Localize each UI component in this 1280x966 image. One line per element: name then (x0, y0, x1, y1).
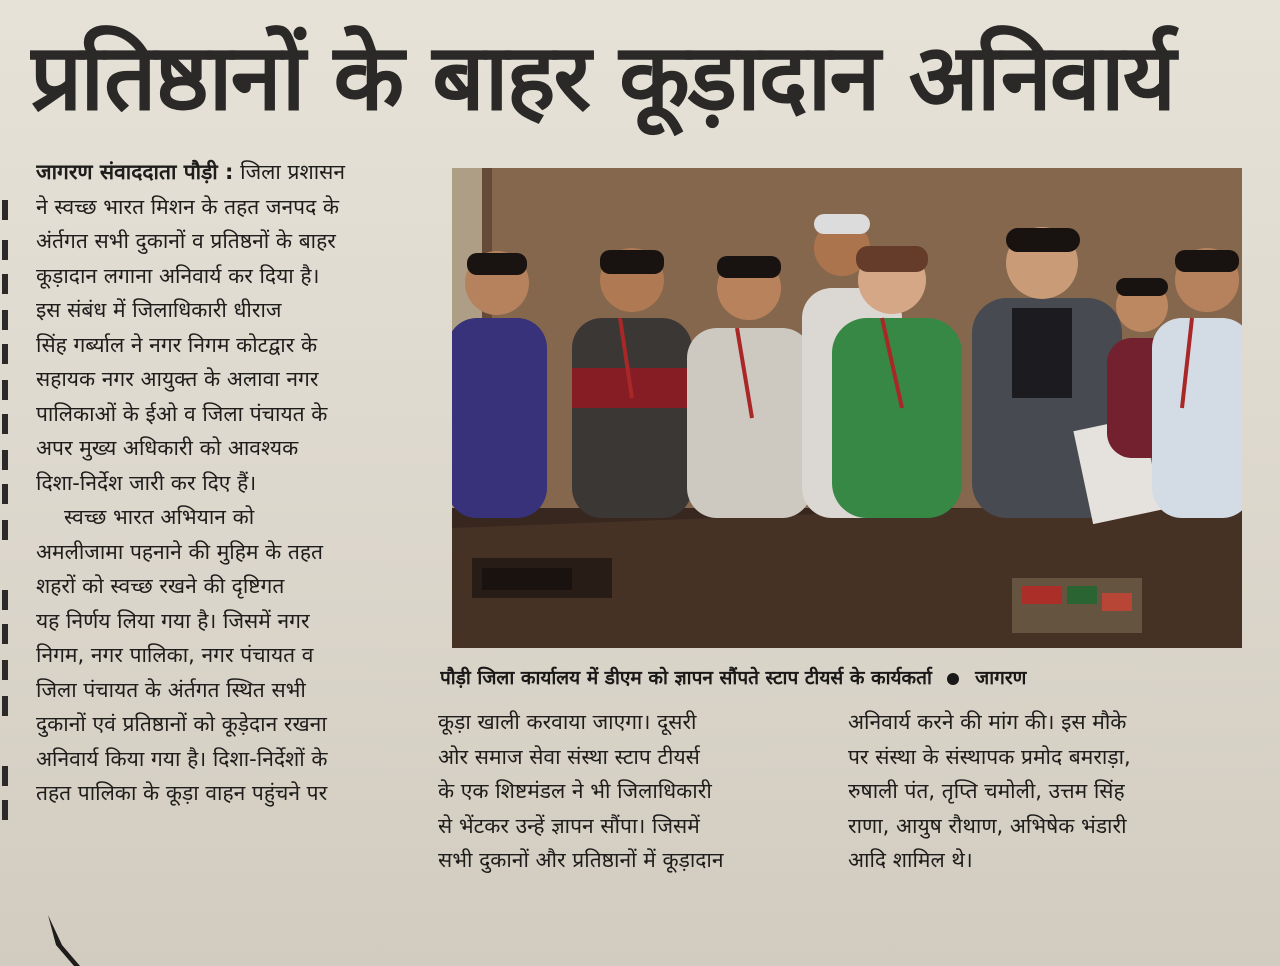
article-line: सिंह गर्ब्याल ने नगर निगम कोटद्वार के (36, 332, 318, 357)
article-text: जिला प्रशासन (240, 160, 346, 184)
article-line: तहत पालिका के कूड़ा वाहन पहुंचने पर (36, 781, 328, 805)
previous-column-edge (0, 170, 12, 870)
edge-mark (2, 414, 8, 434)
dateline: जागरण संवाददाता पौड़ी : (36, 160, 234, 184)
article-line (36, 155, 420, 190)
article-column-right (848, 705, 1248, 878)
edge-mark (2, 484, 8, 504)
article-line: कूड़ा खाली करवाया जाएगा। दूसरी (438, 710, 697, 734)
article-line: निगम, नगर पालिका, नगर पंचायत व (36, 643, 314, 667)
edge-mark (2, 800, 8, 820)
article-line: पर संस्था के संस्थापक प्रमोद बमराड़ा, (848, 744, 1131, 769)
article-line: यह निर्णय लिया गया है। जिसमें नगर (36, 608, 310, 633)
article-line: स्वच्छ भारत अभियान को (64, 505, 255, 529)
edge-mark (2, 766, 8, 786)
article-line: जिला पंचायत के अंर्तगत स्थित सभी (36, 677, 306, 702)
article-line: से भेंटकर उन्हें ज्ञापन सौंपा। जिसमें (438, 813, 700, 838)
article-headline: प्रतिष्ठानों के बाहर कूड़ादान अनिवार्य (30, 24, 1175, 131)
article-line: अमलीजामा पहनाने की मुहिम के तहत (36, 539, 323, 564)
article-line: अनिवार्य किया गया है। दिशा-निर्देशों के (36, 746, 328, 771)
bullet-dot-icon (947, 673, 959, 685)
article-line: पालिकाओं के ईओ व जिला पंचायत के (36, 401, 328, 426)
article-line: सभी दुकानों और प्रतिष्ठानों में कूड़ादान (438, 848, 724, 872)
article-line: के एक शिष्टमंडल ने भी जिलाधिकारी (438, 779, 712, 803)
edge-mark (2, 380, 8, 400)
edge-mark (2, 660, 8, 680)
page-corner-mark (40, 915, 100, 966)
article-line: रुषाली पंत, तृप्ति चमोली, उत्तम सिंह (848, 779, 1125, 803)
article-line: सहायक नगर आयुक्त के अलावा नगर (36, 367, 319, 391)
article-line: ओर समाज सेवा संस्था स्टाप टीयर्स (438, 744, 700, 769)
article-column-left (36, 155, 420, 811)
article-line: अपर मुख्य अधिकारी को आवश्यक (36, 436, 299, 460)
edge-mark (2, 696, 8, 716)
edge-mark (2, 590, 8, 610)
article-line: आदि शामिल थे। (848, 848, 973, 872)
article-line: इस संबंध में जिलाधिकारी धीराज (36, 298, 282, 322)
photo-credit: जागरण (975, 667, 1027, 689)
edge-mark (2, 240, 8, 260)
article-line: दुकानों एवं प्रतिष्ठानों को कूड़ेदान रखना (36, 712, 327, 736)
article-line: कूड़ादान लगाना अनिवार्य कर दिया है। (36, 263, 320, 288)
news-photo (452, 168, 1242, 648)
edge-mark (2, 310, 8, 330)
article-line: अंर्तगत सभी दुकानों व प्रतिष्ठनों के बाहर (36, 229, 336, 253)
article-line: दिशा-निर्देश जारी कर दिए हैं। (36, 470, 257, 495)
edge-mark (2, 200, 8, 220)
edge-mark (2, 520, 8, 540)
edge-mark (2, 344, 8, 364)
article-line: ने स्वच्छ भारत मिशन के तहत जनपद के (36, 194, 340, 219)
edge-mark (2, 450, 8, 470)
article-line: अनिवार्य करने की मांग की। इस मौके (848, 710, 1127, 734)
edge-mark (2, 274, 8, 294)
edge-mark (2, 624, 8, 644)
caption-text: पौड़ी जिला कार्यालय में डीएम को ज्ञापन सौंपते स्टाप टीयर्स के कार्यकर्ता (440, 667, 932, 689)
group-photo-illustration (452, 168, 1242, 648)
article-line: शहरों को स्वच्छ रखने की दृष्टिगत (36, 574, 285, 598)
article-column-middle (438, 705, 828, 878)
photo-caption (440, 660, 1200, 696)
article-line: राणा, आयुष रौथाण, अभिषेक भंडारी (848, 813, 1127, 838)
